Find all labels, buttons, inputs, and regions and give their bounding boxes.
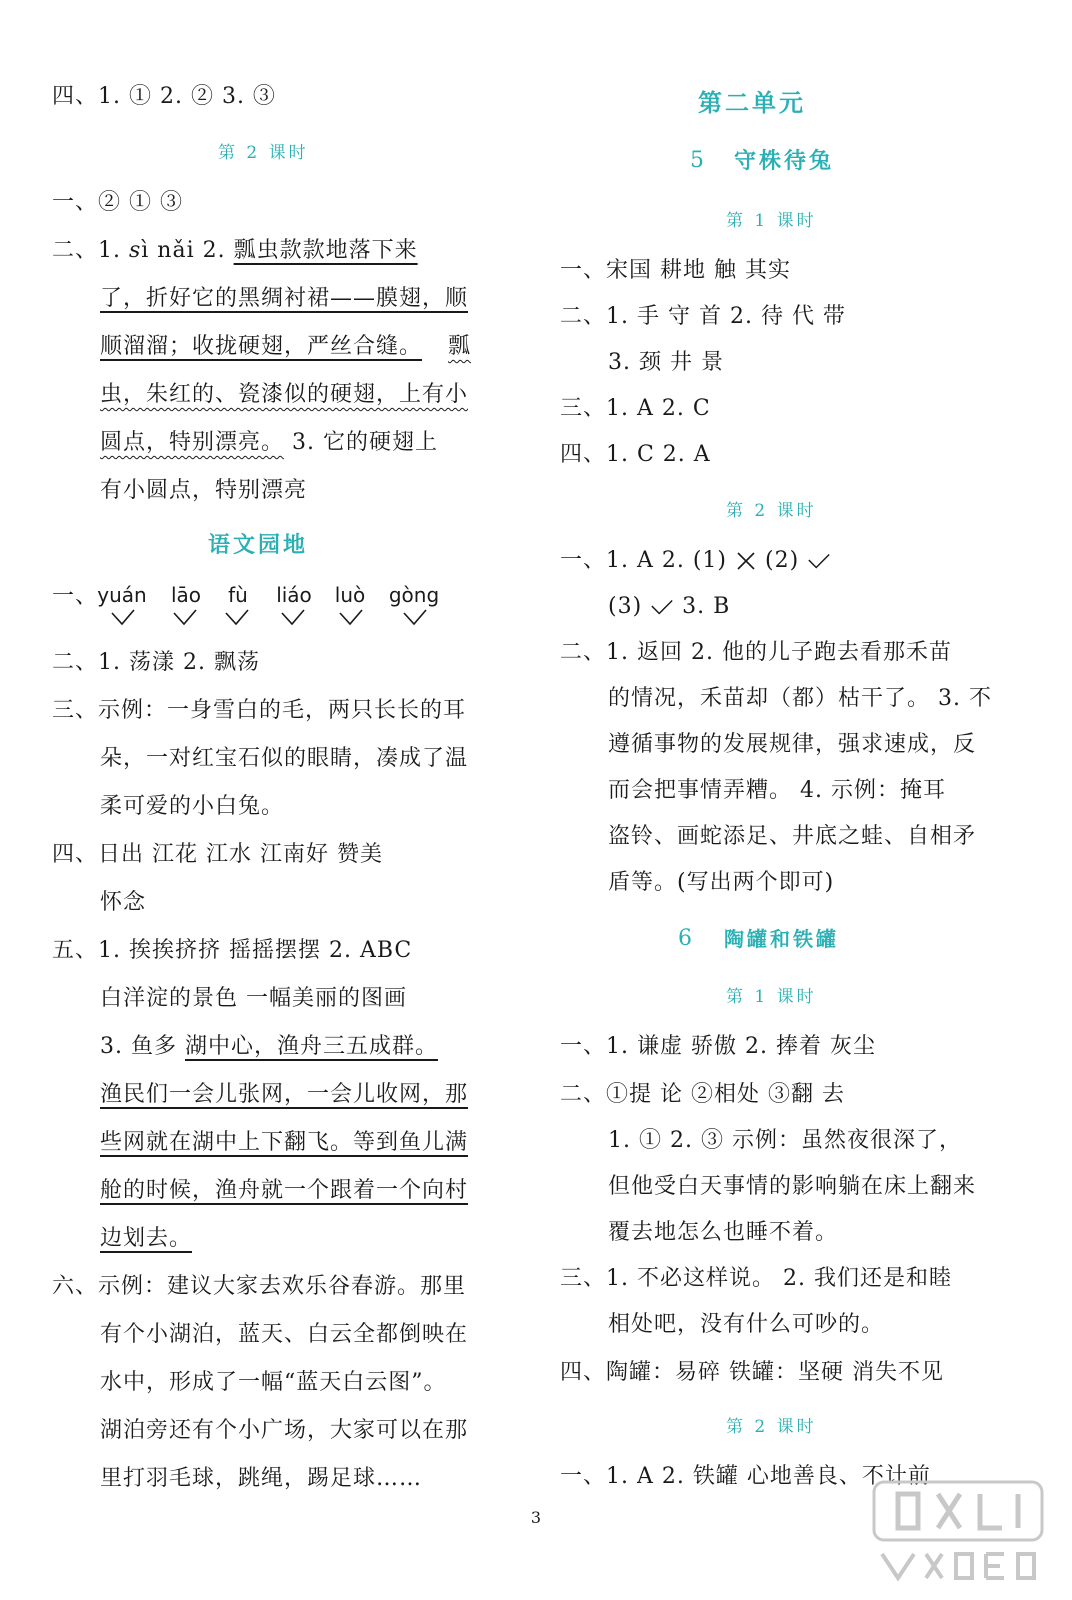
pinyin-item: gòng xyxy=(388,583,440,607)
section-heading: 语文园地 xyxy=(208,532,309,558)
lesson-number: 5 xyxy=(690,148,705,173)
answer-line: 3. 颈 井 景 xyxy=(608,350,724,375)
answer-line: 二、1. 荡漾 2. 飘荡 xyxy=(52,650,260,675)
answer-line: 一、宋国 耕地 触 其实 xyxy=(560,258,791,283)
lesson-heading: 第 2 课时 xyxy=(726,501,817,521)
lesson-heading: 第 2 课时 xyxy=(726,1417,817,1437)
answer-line: 覆去地怎么也睡不着。 xyxy=(608,1220,839,1245)
underlined-text: 湖中心，渔舟三五成群。 xyxy=(184,1034,438,1059)
answer-text: 3. 它的硬翅上 xyxy=(284,430,438,455)
lesson-title: 守株待兔 xyxy=(734,148,835,174)
lesson-title: 陶罐和铁罐 xyxy=(724,927,839,951)
check-mark-icon xyxy=(172,608,198,626)
answer-line: 柔可爱的小白兔。 xyxy=(100,794,285,819)
answer-prefix: 一、 xyxy=(52,584,99,609)
answer-text: 3. 鱼多 xyxy=(100,1034,185,1059)
answer-line: 一、② ① ③ xyxy=(52,190,183,215)
answer-line: 二、1. 返回 2. 他的儿子跑去看那禾苗 xyxy=(560,640,952,665)
pinyin-item: liáo xyxy=(276,583,312,607)
answer-text: (2) xyxy=(757,548,800,573)
answer-line: 有小圆点，特别漂亮 xyxy=(100,478,308,503)
answer-line: 五、1. 挨挨挤挤 摇摇摆摆 2. ABC xyxy=(52,938,413,963)
answer-line xyxy=(560,546,831,576)
lesson-heading: 第 1 课时 xyxy=(726,987,817,1007)
answer-line: 里打羽毛球，跳绳，踢足球…… xyxy=(100,1466,423,1491)
answer-line: 而会把事情弄糟。 4. 示例：掩耳 xyxy=(608,778,946,803)
answer-line: 相处吧，没有什么可吵的。 xyxy=(608,1312,885,1337)
check-mark-icon xyxy=(280,608,306,626)
answer-line: 四、1. C 2. A xyxy=(560,442,711,467)
underlined-text: 渔民们一会儿张网，一会儿收网，那 xyxy=(100,1082,469,1107)
answer-line: 四、陶罐：易碎 铁罐：坚硬 消失不见 xyxy=(560,1360,944,1385)
page-number: 3 xyxy=(530,1508,542,1527)
answer-line: 一、1. A 2. 铁罐 心地善良、不计前 xyxy=(560,1464,931,1489)
underlined-text: 了，折好它的黑绸衬裙——膜翅，顺 xyxy=(100,286,469,311)
underlined-text: 些网就在湖中上下翻飞。等到鱼儿满 xyxy=(100,1130,469,1155)
wavy-underlined-text: 虫，朱红的、瓷漆似的硬翅，上有小 xyxy=(100,382,469,407)
answer-line xyxy=(100,332,471,362)
answer-line: 怀念 xyxy=(100,890,147,915)
wavy-underlined-text: 瓢 xyxy=(448,334,472,359)
answer-line: 二、1. 手 守 首 2. 待 代 带 xyxy=(560,304,846,329)
underlined-text: 边划去。 xyxy=(100,1226,193,1251)
lesson-heading: 第 1 课时 xyxy=(726,211,817,231)
pinyin-item: fù xyxy=(228,583,248,607)
unit-heading: 第二单元 xyxy=(698,88,806,117)
check-mark-icon xyxy=(110,608,136,626)
answer-line: 四、1. ① 2. ② 3. ③ xyxy=(52,84,276,109)
check-mark-icon xyxy=(807,548,831,573)
answer-line: 一、1. 谦虚 骄傲 2. 捧着 灰尘 xyxy=(560,1034,876,1059)
answer-line: 1. ① 2. ③ 示例：虽然夜很深了， xyxy=(608,1128,962,1153)
answer-line xyxy=(52,236,418,266)
pinyin-item: yuán xyxy=(97,583,147,607)
answer-line: 二、①提 论 ②相处 ③翻 去 xyxy=(560,1082,845,1107)
answer-line: 四、日出 江花 江水 江南好 赞美 xyxy=(52,842,383,867)
answer-text: 一、1. A 2. (1) xyxy=(560,548,728,573)
answer-line: 遵循事物的发展规律，强求速成，反 xyxy=(608,732,977,757)
check-mark-icon xyxy=(338,608,364,626)
answer-prefix: 二、1. 𝑠ì nǎi 2. xyxy=(52,238,234,263)
check-mark-icon xyxy=(402,608,428,626)
answer-line: 湖泊旁还有个小广场，大家可以在那 xyxy=(100,1418,469,1443)
answer-text: 3. B xyxy=(674,594,731,619)
pinyin-item: lāo xyxy=(170,583,202,607)
underlined-text: 瓢虫款款地落下来 xyxy=(233,238,418,263)
answer-line: 水中，形成了一幅“蓝天白云图”。 xyxy=(100,1370,447,1395)
answer-line: 三、示例：一身雪白的毛，两只长长的耳 xyxy=(52,698,467,723)
answer-line: 白洋淀的景色 一幅美丽的图画 xyxy=(100,986,407,1011)
answer-line: 有个小湖泊，蓝天、白云全都倒映在 xyxy=(100,1322,469,1347)
answer-line: 的情况，禾苗却（都）枯干了。 3. 不 xyxy=(608,686,992,711)
watermark-logo-icon xyxy=(868,1474,1048,1584)
lesson-number: 6 xyxy=(678,926,693,951)
answer-line: 但他受白天事情的影响躺在床上翻来 xyxy=(608,1174,977,1199)
answer-line: 三、1. 不必这样说。 2. 我们还是和睦 xyxy=(560,1266,952,1291)
lesson-heading: 第 2 课时 xyxy=(218,143,309,163)
answer-line xyxy=(100,1032,438,1062)
answer-line xyxy=(608,592,730,622)
answer-line xyxy=(100,428,438,458)
answer-line: 盾等。(写出两个即可) xyxy=(608,870,835,895)
wavy-underlined-text: 圆点，特别漂亮。 xyxy=(100,430,285,455)
answer-line: 盗铃、画蛇添足、井底之蛙、自相矛 xyxy=(608,824,977,849)
check-mark-icon xyxy=(650,594,674,619)
answer-text: (3) xyxy=(608,594,643,619)
answer-line: 三、1. A 2. C xyxy=(560,396,711,421)
cross-mark-icon xyxy=(735,548,757,573)
pinyin-item: luò xyxy=(334,583,366,607)
underlined-text: 舱的时候，渔舟就一个跟着一个向村 xyxy=(100,1178,469,1203)
underlined-text: 顺溜溜；收拢硬翅，严丝合缝。 xyxy=(100,334,423,359)
check-mark-icon xyxy=(224,608,250,626)
answer-line: 朵，一对红宝石似的眼睛，凑成了温 xyxy=(100,746,469,771)
answer-line: 六、示例：建议大家去欢乐谷春游。那里 xyxy=(52,1274,467,1299)
